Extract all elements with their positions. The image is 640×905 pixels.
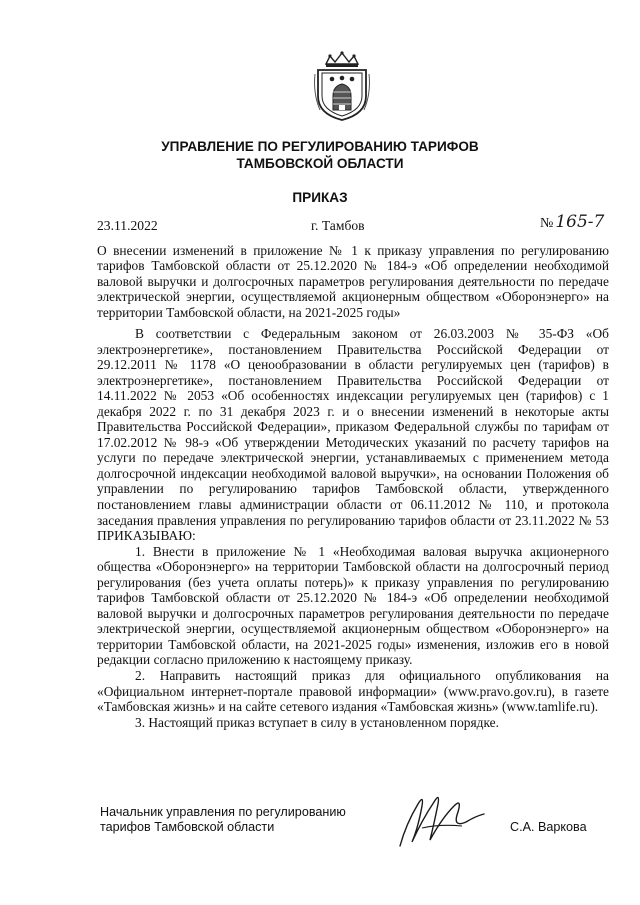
organization-title — [0, 138, 640, 172]
order-item-2: 2. Направить настоящий приказ для официального опубликования на «Официальном интернет-портале правовой информации» (www.pravo.gov.ru), в газете «Тамбовская жизнь» и на сайте сетевого издания «Тамбовская жизнь» (www.tamlife.ru). — [97, 668, 609, 715]
order-number-prefix: № — [540, 216, 554, 231]
order-preamble: В соответствии с Федеральным законом от 26.03.2003 № 35-ФЗ «Об электроэнергетике», постановлением Правительства Российской Федерации от 29.12.2011 № 1178 «О ценообразовании в области регулируемых цен (тарифов) в электроэнергетике», постановлением Правительства Российской Федерации от 14.11.2022 № 2053 «Об особенностях индексации регулируемых цен (тарифов) с 1 декабря 2022 г. по 31 декабря 2023 г. и о внесении изменений в некоторые акты Правительства Российской Федерации», приказом Федеральной службы по тарифам от 17.02.2012 № 98-э «Об утверждении Методических указаний по расчету тарифов на услуги по передаче электрической энергии, устанавливаемых с применением метода долгосрочной индексации необходимой валовой выручки», на основании Положения об управлении по регулированию тарифов Тамбовской области, утвержденного постановлением главы администрации области от 06.11.2012 № 110, и протокола заседания правления управления по регулированию тарифов области от 23.11.2022 № 53 ПРИКАЗЫВАЮ: — [97, 326, 609, 544]
order-number — [540, 212, 604, 232]
signatory-name: С.А. Варкова — [510, 820, 587, 834]
organization-title-line2: ТАМБОВСКОЙ ОБЛАСТИ — [236, 156, 404, 171]
order-item-3: 3. Настоящий приказ вступает в силу в установленном порядке. — [135, 714, 499, 730]
order-city: г. Тамбов — [311, 218, 365, 233]
order-subject: О внесении изменений в приложение № 1 к приказу управления по регулированию тарифов Тамбовской области от 25.12.2020 № 184-э «Об определении необходимой валовой выручки и долгосрочных параметров регулирования деятельности по передаче электрической энергии, осуществляемой акционерным обществом «Оборонэнерго» на территории Тамбовской области, на 2021-2025 годы» — [97, 243, 609, 320]
order-date: 23.11.2022 — [97, 218, 158, 233]
organization-title-line1: УПРАВЛЕНИЕ ПО РЕГУЛИРОВАНИЮ ТАРИФОВ — [161, 139, 479, 154]
signatory-position-line1: Начальник управления по регулированию — [100, 805, 346, 819]
handwritten-signature-icon — [392, 784, 488, 854]
order-body — [97, 326, 609, 730]
order-item-1: 1. Внести в приложение № 1 «Необходимая валовая выручка акционерного общества «Оборонэнерго» на территории Тамбовской области на долгосрочный период регулирования (без учета оплаты потерь)» к приказу управления по регулированию тарифов Тамбовской области от 25.12.2020 № 184-э «Об определении необходимой валовой выручки и долгосрочных параметров регулирования деятельности по передаче электрической энергии, осуществляемой акционерным обществом «Оборонэнерго» на территории Тамбовской области, на 2021-2025 годы» изменения, изложив его в новой редакции согласно приложению к настоящему приказу. — [97, 543, 609, 668]
coat-of-arms-icon — [312, 50, 372, 122]
order-number-handwritten: 165-7 — [555, 212, 605, 232]
document-type-title: ПРИКАЗ — [292, 190, 348, 205]
signatory-position-line2: тарифов Тамбовской области — [100, 820, 275, 834]
signatory-position — [100, 805, 390, 835]
